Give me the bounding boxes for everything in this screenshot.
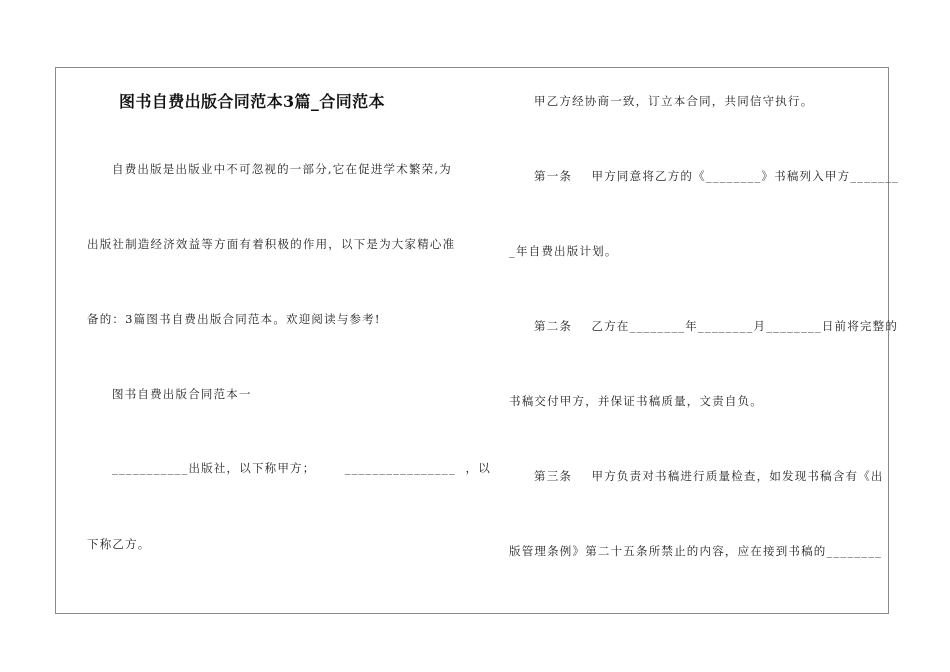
article-two-line-1: 第二条 乙方在________年________月________日前将完整的 xyxy=(534,319,899,333)
article-one-line-2: _年自费出版计划。 xyxy=(509,244,618,258)
document-title: 图书自费出版合同范本3篇_合同范本 xyxy=(119,92,385,111)
article-three-line-1: 第三条 甲方负责对书稿进行质量检查，如发现书稿含有《出 xyxy=(534,469,884,483)
left-paragraph-line-1: 自费出版是出版业中不可忽视的一部分,它在促进学术繁荣,为 xyxy=(112,162,452,176)
party-a-line: ___________出版社，以下称甲方； ________________ ，以 xyxy=(112,461,491,475)
document-page xyxy=(55,67,899,614)
article-one-line-1: 第一条 甲方同意将乙方的《________》书稿列入甲方_______ xyxy=(534,169,899,183)
party-b-line: 下称乙方。 xyxy=(87,537,151,551)
left-paragraph-line-3: 备的：3篇图书自费出版合同范本。欢迎阅读与参考! xyxy=(87,312,381,326)
article-three-line-2: 版管理条例》第二十五条所禁止的内容，应在接到书稿的________ xyxy=(509,544,883,558)
article-two-line-2: 书稿交付甲方，并保证书稿质量，文责自负。 xyxy=(509,394,763,408)
right-paragraph-line-1: 甲乙方经协商一致，订立本合同，共同信守执行。 xyxy=(534,94,814,108)
contract-one-heading: 图书自费出版合同范本一 xyxy=(112,387,252,401)
left-paragraph-line-2: 出版社制造经济效益等方面有着积极的作用，以下是为大家精心准 xyxy=(87,237,456,251)
